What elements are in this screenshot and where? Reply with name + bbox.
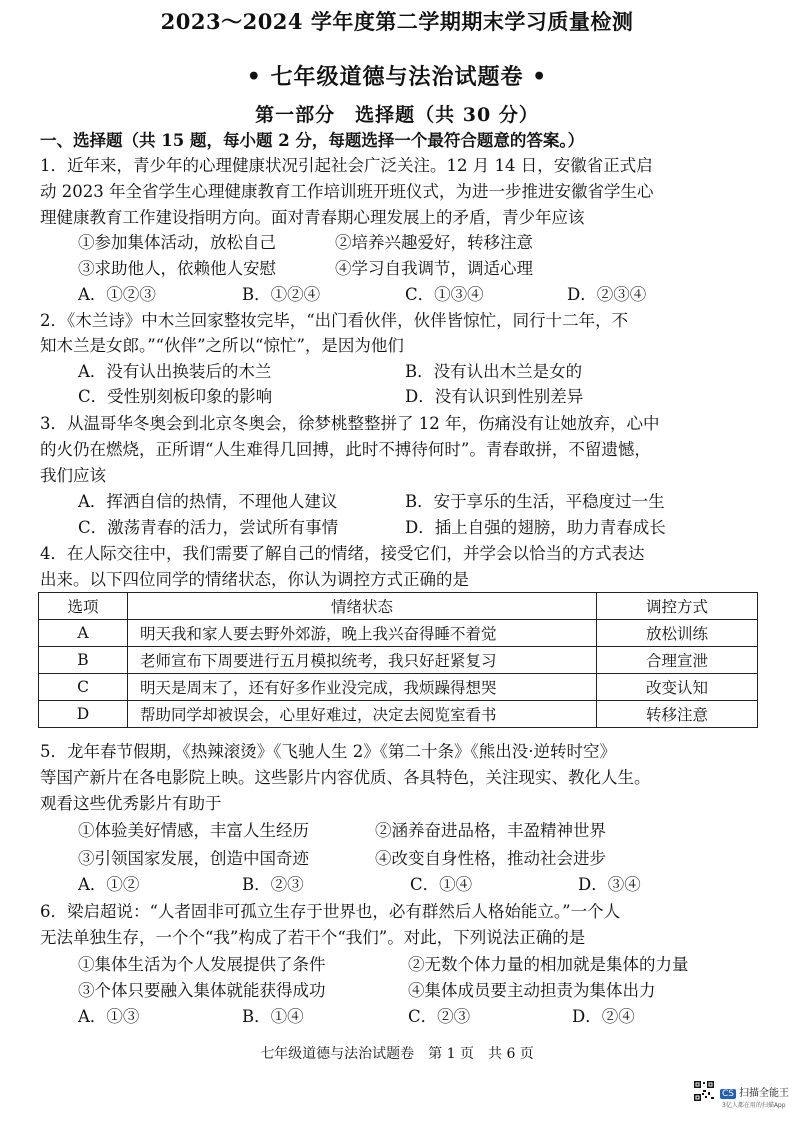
q2-line-2: 知木兰是女郎。”“伙伴”之所以“惊忙”，是因为他们 <box>40 336 404 355</box>
q1-option-a: A．①②③ <box>78 285 156 304</box>
table-cell-option: B <box>39 647 128 674</box>
table-cell-state: 帮助同学却被误会，心里好难过，决定去阅览室看书 <box>128 701 597 728</box>
q2-option-a: A．没有认出换装后的木兰 <box>78 362 272 381</box>
table-header-control: 调控方式 <box>597 593 758 620</box>
table-cell-state: 明天是周末了，还有好多作业没完成，我烦躁得想哭 <box>128 674 597 701</box>
table-row <box>39 674 758 701</box>
q1-statement-1: ①参加集体活动，放松自己 <box>78 233 276 252</box>
q1-statement-4: ④学习自我调节，调适心理 <box>335 259 533 278</box>
q3-option-d: D．插上自强的翅膀，助力青春成长 <box>405 518 666 537</box>
q2-option-b: B．没有认出木兰是女的 <box>405 362 583 381</box>
table-cell-state: 老师宣布下周要进行五月模拟统考，我只好赶紧复习 <box>128 647 597 674</box>
table-cell-control: 改变认知 <box>597 674 758 701</box>
exam-subtitle: • 七年级道德与法治试题卷 • <box>246 64 548 90</box>
q6-option-c: C．②③ <box>408 1007 471 1026</box>
table-cell-option: A <box>39 620 128 647</box>
q5-statement-2: ②涵养奋进品格，丰盈精神世界 <box>375 821 606 840</box>
q5-line-2: 等国产新片在各电影院上映。这些影片内容优质、各具特色，关注现实、教化人生。 <box>40 768 651 787</box>
q1-statement-3: ③求助他人，依赖他人安慰 <box>78 259 276 278</box>
q2-option-d: D．没有认识到性别差异 <box>405 387 584 406</box>
q1-option-c: C．①③④ <box>405 285 484 304</box>
q2-line-1: 2．《木兰诗》中木兰回家整妆完毕，“出门看伙伴，伙伴皆惊忙，同行十二年，不 <box>40 311 629 330</box>
table-row <box>39 647 758 674</box>
q6-statement-2: ②无数个体力量的相加就是集体的力量 <box>408 955 689 974</box>
q4-line-2: 出来。以下四位同学的情绪状态，你认为调控方式正确的是 <box>40 570 469 589</box>
q6-option-b: B．①④ <box>242 1007 304 1026</box>
scanner-logo: CS <box>722 1089 734 1099</box>
qr-code-icon <box>693 1080 715 1102</box>
scanner-subtext: 3亿人都在用的扫描App <box>722 1102 786 1109</box>
scanner-badge <box>720 1084 789 1099</box>
q6-line-1: 6．梁启超说：“人者固非可孤立生存于世界也，必有群然后人格始能立。”一个人 <box>40 902 621 921</box>
q3-option-a: A．挥洒自信的热情，不理他人建议 <box>78 492 338 511</box>
q5-statement-3: ③引领国家发展，创造中国奇迹 <box>78 849 309 868</box>
page-footer: 七年级道德与法治试题卷 第 1 页 共 6 页 <box>260 1046 534 1062</box>
q6-statement-4: ④集体成员要主动担责为集体出力 <box>408 981 656 1000</box>
q5-option-b: B．②③ <box>242 875 304 894</box>
table-row <box>39 701 758 728</box>
q3-option-b: B．安于享乐的生活，平稳度过一生 <box>405 492 665 511</box>
table-cell-option: C <box>39 674 128 701</box>
exam-title: 2023～2024 学年度第二学期期末学习质量检测 <box>160 9 634 34</box>
q5-option-c: C．①④ <box>410 875 473 894</box>
q1-line-2: 动 2023 年全省学生心理健康教育工作培训班开班仪式，为进一步推进安徽省学生心 <box>40 182 654 201</box>
q1-statement-2: ②培养兴趣爱好，转移注意 <box>335 233 533 252</box>
section-heading: 一、选择题（共 15 题，每小题 2 分，每题选择一个最符合题意的答案。） <box>40 131 585 150</box>
table-header-option: 选项 <box>39 593 128 620</box>
q3-option-c: C．激荡青春的活力，尝试所有事情 <box>78 518 339 537</box>
q1-option-d: D．②③④ <box>567 285 647 304</box>
q1-line-1: 1．近年来，青少年的心理健康状况引起社会广泛关注。12 月 14 日，安徽省正式启 <box>40 156 653 175</box>
q6-option-a: A．①③ <box>78 1007 140 1026</box>
table-cell-control: 合理宣泄 <box>597 647 758 674</box>
table-cell-option: D <box>39 701 128 728</box>
q6-line-2: 无法单独生存，一个个“我”构成了若干个“我们”。对此，下列说法正确的是 <box>40 928 586 947</box>
q3-line-1: 3．从温哥华冬奥会到北京冬奥会，徐梦桃整整拼了 12 年，伤痛没有让她放弃，心中 <box>40 414 660 433</box>
q1-option-b: B．①②④ <box>242 285 321 304</box>
q5-statement-4: ④改变自身性格，推动社会进步 <box>375 849 606 868</box>
q1-line-3: 理健康教育工作建设指明方向。面对青春期心理发展上的矛盾，青少年应该 <box>40 208 585 227</box>
q5-statement-1: ①体验美好情感，丰富人生经历 <box>78 821 309 840</box>
table-header-state: 情绪状态 <box>128 593 597 620</box>
table-cell-control: 放松训练 <box>597 620 758 647</box>
scanner-label: 扫描全能王 <box>739 1088 789 1099</box>
q5-line-1: 5．龙年春节假期，《热辣滚烫》《飞驰人生 2》《第二十条》《熊出没·逆转时空》 <box>40 742 616 761</box>
q6-option-d: D．②④ <box>572 1007 635 1026</box>
q5-option-a: A．①② <box>78 875 140 894</box>
q4-table <box>38 592 758 728</box>
q3-line-3: 我们应该 <box>40 466 106 485</box>
table-cell-state: 明天我和家人要去野外郊游，晚上我兴奋得睡不着觉 <box>128 620 597 647</box>
table-header-row <box>39 593 758 620</box>
part-heading: 第一部分 选择题（共 30 分） <box>255 104 539 126</box>
q2-option-c: C．受性别刻板印象的影响 <box>78 387 273 406</box>
table-cell-control: 转移注意 <box>597 701 758 728</box>
q6-statement-1: ①集体生活为个人发展提供了条件 <box>78 955 326 974</box>
q5-option-d: D．③④ <box>578 875 641 894</box>
q5-line-3: 观看这些优秀影片有助于 <box>40 794 222 813</box>
q6-statement-3: ③个体只要融入集体就能获得成功 <box>78 981 326 1000</box>
q3-line-2: 的火仍在燃烧，正所谓“人生难得几回搏，此时不搏待何时”。青春敢拼，不留遗憾， <box>40 440 651 459</box>
q4-line-1: 4．在人际交往中，我们需要了解自己的情绪，接受它们，并学会以恰当的方式表达 <box>40 544 645 563</box>
table-row <box>39 620 758 647</box>
